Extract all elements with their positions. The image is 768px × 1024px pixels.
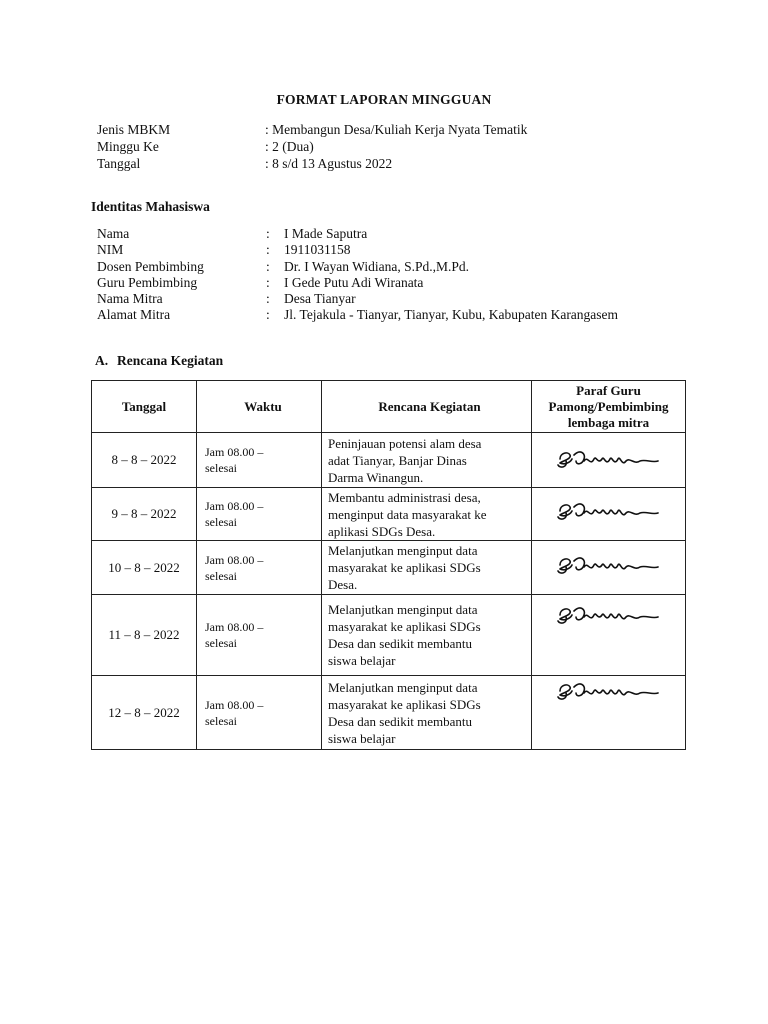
row-activity bbox=[322, 433, 532, 488]
plan-heading bbox=[95, 353, 223, 369]
meta-label: Jenis MBKM bbox=[97, 122, 171, 137]
row-signature bbox=[532, 488, 686, 541]
row-date: 8 – 8 – 2022 bbox=[92, 433, 197, 488]
identity-value: 1911031158 bbox=[284, 242, 351, 258]
row-activity-line: Peninjauan potensi alam desa bbox=[328, 435, 482, 451]
row-activity-line: masyarakat ke aplikasi SDGs bbox=[328, 696, 481, 712]
row-time bbox=[197, 595, 322, 676]
row-activity-line: menginput data masyarakat ke bbox=[328, 506, 487, 522]
signature-icon bbox=[554, 603, 664, 633]
identity-value: I Gede Putu Adi Wiranata bbox=[284, 274, 424, 290]
plan-heading-number: A. bbox=[95, 353, 109, 368]
table-row bbox=[92, 676, 686, 750]
row-activity bbox=[322, 676, 532, 750]
signature-icon bbox=[554, 499, 664, 529]
identity-row-nim bbox=[97, 242, 618, 258]
row-activity-line: Darma Winangun. bbox=[328, 469, 424, 485]
document-title: FORMAT LAPORAN MINGGUAN bbox=[276, 92, 492, 107]
identity-value: Jl. Tejakula - Tianyar, Tianyar, Kubu, Kabupaten Karangasem bbox=[284, 307, 619, 323]
row-activity-line: Desa dan sedikit membantu bbox=[328, 713, 473, 729]
row-signature bbox=[532, 433, 686, 488]
identity-label: Alamat Mitra bbox=[97, 307, 171, 323]
row-activity-line: siswa belajar bbox=[328, 653, 396, 668]
identity-colon: : bbox=[266, 274, 270, 290]
plan-heading-label: Rencana Kegiatan bbox=[117, 353, 224, 368]
meta-label: Minggu Ke bbox=[97, 139, 159, 154]
meta-row-tanggal bbox=[97, 155, 527, 172]
row-time-line: Jam 08.00 – bbox=[205, 445, 264, 459]
meta-value: : 2 (Dua) bbox=[265, 139, 314, 154]
row-activity-line: Melanjutkan menginput data bbox=[328, 679, 478, 695]
identity-colon: : bbox=[266, 291, 270, 307]
meta-row-jenis bbox=[97, 121, 527, 138]
row-time-line: Jam 08.00 – bbox=[205, 552, 264, 567]
row-date: 11 – 8 – 2022 bbox=[92, 595, 197, 676]
row-signature bbox=[532, 676, 686, 750]
header-sign-line: Pamong/Pembimbing bbox=[548, 398, 669, 414]
identity-colon: : bbox=[266, 258, 270, 274]
header-sign bbox=[532, 381, 686, 433]
table-row bbox=[92, 595, 686, 676]
activity-plan-table bbox=[91, 380, 686, 750]
row-time-line: selesai bbox=[205, 461, 237, 475]
report-meta bbox=[97, 121, 527, 172]
row-activity-line: masyarakat ke aplikasi SDGs bbox=[328, 560, 481, 575]
row-activity bbox=[322, 595, 532, 676]
row-activity-line: adat Tianyar, Banjar Dinas bbox=[328, 452, 467, 468]
header-sign-line: lembaga mitra bbox=[567, 414, 650, 430]
row-date: 9 – 8 – 2022 bbox=[92, 488, 197, 541]
row-time bbox=[197, 541, 322, 595]
row-date: 10 – 8 – 2022 bbox=[92, 541, 197, 595]
row-time bbox=[197, 676, 322, 750]
row-activity-line: Desa dan sedikit membantu bbox=[328, 636, 473, 651]
row-time-line: selesai bbox=[205, 515, 237, 529]
row-activity bbox=[322, 488, 532, 541]
identity-row-guru bbox=[97, 275, 618, 291]
row-activity-line: Desa. bbox=[328, 577, 358, 592]
row-activity-line: masyarakat ke aplikasi SDGs bbox=[328, 619, 481, 634]
meta-label: Tanggal bbox=[97, 156, 141, 171]
identity-row-nama bbox=[97, 226, 618, 242]
identity-row-alamat bbox=[97, 307, 618, 323]
row-activity-line: siswa belajar bbox=[328, 730, 396, 746]
header-time: Waktu bbox=[197, 381, 322, 433]
row-time bbox=[197, 488, 322, 541]
identity-colon: : bbox=[266, 307, 270, 323]
identity-value: Dr. I Wayan Widiana, S.Pd.,M.Pd. bbox=[284, 258, 469, 274]
signature-icon bbox=[554, 679, 664, 709]
table-row bbox=[92, 488, 686, 541]
row-activity-line: Melanjutkan menginput data bbox=[328, 543, 478, 558]
identity-value: I Made Saputra bbox=[284, 226, 368, 241]
row-time-line: Jam 08.00 – bbox=[205, 697, 264, 712]
identity-row-dosen bbox=[97, 259, 618, 275]
identity-list bbox=[97, 226, 618, 324]
row-time-line: selesai bbox=[205, 713, 237, 728]
row-time-line: selesai bbox=[205, 568, 237, 583]
header-date: Tanggal bbox=[92, 381, 197, 433]
signature-icon bbox=[554, 445, 664, 475]
row-signature bbox=[532, 541, 686, 595]
meta-row-minggu bbox=[97, 138, 527, 155]
identity-label: Guru Pembimbing bbox=[97, 274, 198, 290]
row-activity-line: aplikasi SDGs Desa. bbox=[328, 523, 436, 539]
identity-heading: Identitas Mahasiswa bbox=[91, 199, 210, 214]
row-signature bbox=[532, 595, 686, 676]
row-activity bbox=[322, 541, 532, 595]
header-activity: Rencana Kegiatan bbox=[322, 381, 532, 433]
row-activity-line: Melanjutkan menginput data bbox=[328, 602, 478, 617]
table-row bbox=[92, 433, 686, 488]
identity-label: Dosen Pembimbing bbox=[97, 258, 204, 274]
row-time-line: Jam 08.00 – bbox=[205, 499, 264, 513]
signature-icon bbox=[554, 553, 664, 583]
table-row bbox=[92, 541, 686, 595]
row-time-line: Jam 08.00 – bbox=[205, 620, 264, 634]
identity-colon: : bbox=[266, 242, 270, 258]
identity-colon: : bbox=[266, 226, 270, 241]
identity-label: Nama bbox=[97, 226, 130, 241]
table-header-row bbox=[92, 381, 686, 433]
row-time bbox=[197, 433, 322, 488]
identity-value: Desa Tianyar bbox=[284, 291, 356, 307]
meta-value: : 8 s/d 13 Agustus 2022 bbox=[265, 156, 393, 171]
row-activity-line: Membantu administrasi desa, bbox=[328, 489, 481, 505]
row-time-line: selesai bbox=[205, 636, 237, 650]
meta-value: : Membangun Desa/Kuliah Kerja Nyata Tematik bbox=[265, 122, 528, 137]
identity-row-mitra bbox=[97, 291, 618, 307]
row-date: 12 – 8 – 2022 bbox=[92, 676, 197, 750]
header-sign-line: Paraf Guru bbox=[576, 382, 641, 398]
identity-label: NIM bbox=[97, 242, 124, 258]
identity-label: Nama Mitra bbox=[97, 291, 163, 307]
